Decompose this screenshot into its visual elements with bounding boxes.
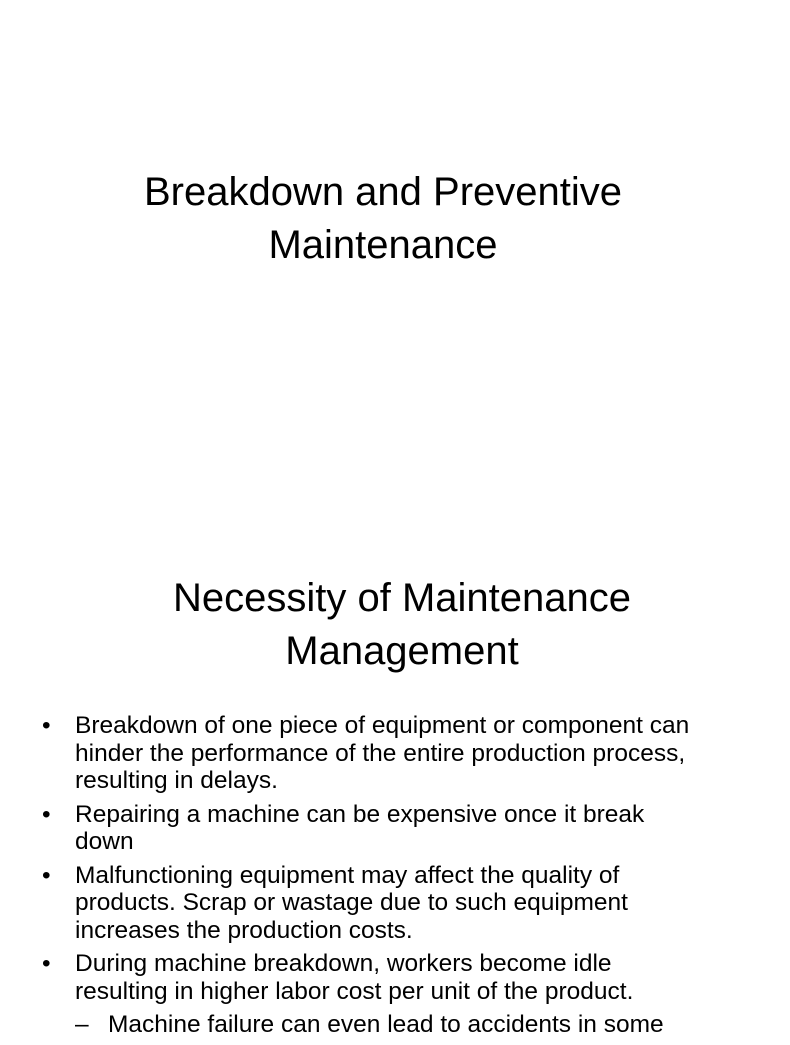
bullet-icon: •	[42, 712, 51, 739]
slide-title	[0, 166, 766, 272]
bullet-text-line: Machine failure can even lead to accidents in some	[108, 1011, 664, 1038]
slide-heading-line: Management	[285, 629, 519, 673]
bullet-text-line: resulting in delays.	[75, 767, 278, 794]
bullet-text-line: increases the production costs.	[75, 916, 413, 944]
bullet-item	[42, 950, 732, 1005]
title-slide	[0, 0, 768, 512]
bullet-text-line: down	[75, 828, 134, 855]
bullet-list	[42, 712, 732, 1045]
bullet-text-line: hinder the performance of the entire production process,	[75, 739, 686, 767]
bullet-item	[42, 801, 732, 856]
bullet-item	[42, 712, 732, 795]
bullet-text-line: Malfunctioning equipment may affect the quality of	[75, 861, 620, 889]
bullet-item	[42, 1011, 732, 1039]
bullet-icon: –	[75, 1011, 89, 1038]
bullet-icon: •	[42, 800, 51, 828]
slide-title-line: Maintenance	[268, 223, 498, 267]
bullet-text-line: resulting in higher labor cost per unit of the product.	[75, 977, 634, 1005]
bullet-icon: •	[42, 950, 51, 977]
slide-heading	[14, 572, 790, 678]
slide-title-line: Breakdown and Preventive	[143, 170, 623, 214]
bullet-item	[42, 862, 732, 945]
bullet-text-line: Breakdown of one piece of equipment or component can	[75, 712, 690, 739]
slide-heading-line: Necessity of Maintenance	[172, 576, 631, 620]
bullet-text-line: products. Scrap or wastage due to such equipment	[75, 889, 628, 916]
content-slide	[0, 512, 768, 1038]
bullet-text-line: Repairing a machine can be expensive once it break	[75, 800, 645, 828]
bullet-icon: •	[42, 861, 51, 889]
bullet-text-line: During machine breakdown, workers become idle	[75, 950, 612, 977]
